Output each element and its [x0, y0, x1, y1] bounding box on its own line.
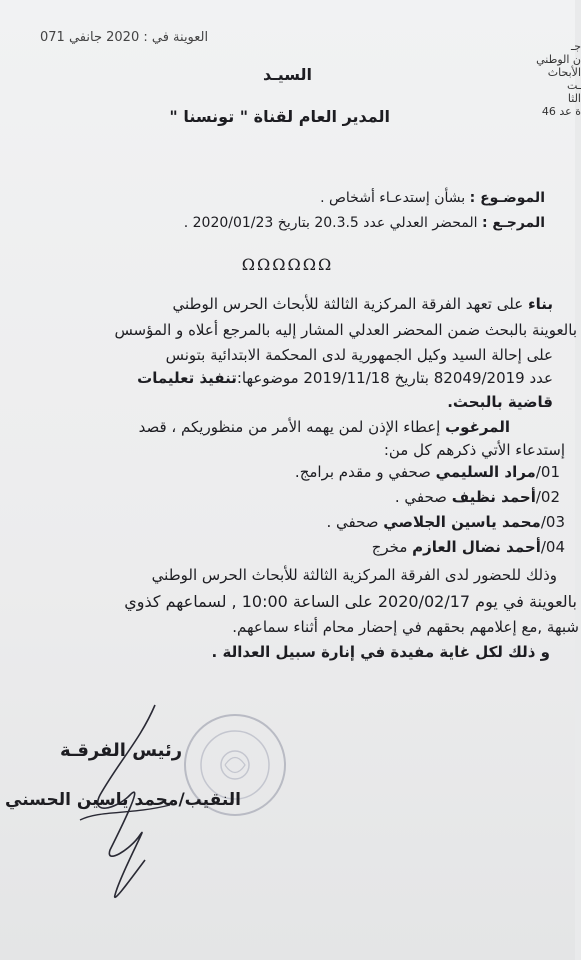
reference-text: المحضر العدلي عدد 20.3.5 بتاريخ 2020/01/23 . — [183, 215, 478, 231]
body-text: إعطاء الإذن لمن يهمه الأمر من منظوريكم ، قصد — [138, 418, 446, 436]
person-item — [326, 513, 565, 531]
letterhead-line: الأبحاث — [547, 66, 581, 79]
closing-line-3: شبهة ,مع إعلامهم بحقهم في إحضار محام أثناء سماعهم. — [232, 618, 579, 636]
reference-label: المرجـع : — [481, 215, 545, 231]
body-bold-text: تنفيذ تعليمات — [137, 369, 237, 387]
letterhead-line: ة عد 46 — [541, 105, 581, 118]
signature-name: النقيب/محمد ياسين الحسني — [5, 790, 241, 810]
person-role: صحفي . — [394, 488, 452, 506]
body-text: على تعهد الفرقة المركزية الثالثة للأبحاث الحرس الوطني — [172, 295, 528, 313]
person-number: 03/ — [540, 513, 565, 531]
separator: ΩΩΩΩΩΩ — [241, 255, 334, 274]
body-text: عدد 82049/2019 بتاريخ 2019/11/18 موضوعها: — [236, 369, 553, 387]
body-line-4 — [137, 366, 553, 390]
person-role: مخرج — [371, 538, 413, 556]
closing-line-4: و ذلك لكل غاية مفيدة في إنارة سبيل العدالة . — [211, 643, 550, 661]
person-name: مراد السليمي — [435, 463, 536, 481]
letterhead-line: جـ — [570, 40, 581, 53]
body-line-1 — [173, 292, 553, 316]
reference-line — [184, 215, 545, 231]
body-bold-word: بناء — [527, 295, 553, 313]
body-line-5 — [447, 390, 553, 414]
person-number: 01/ — [535, 463, 560, 481]
date-line: العوينة في : 2020 جانفي 071 — [40, 30, 209, 45]
body-line-6 — [139, 415, 510, 439]
person-item — [372, 538, 565, 556]
person-name: أحمد نظيف — [451, 488, 536, 506]
subject-label: الموضـوع : — [469, 190, 545, 206]
addressee-name: المدير العام لقناة " تونسنا " — [169, 107, 390, 126]
person-role: صحفي . — [326, 513, 384, 531]
letterhead-line: الثا — [567, 92, 581, 105]
person-number: 04/ — [540, 538, 565, 556]
letterhead-line: ن الوطني — [536, 53, 581, 66]
letterhead-line: ـت — [566, 79, 581, 92]
closing-line-2: بالعوينة في يوم 2020/02/17 على الساعة 10:00 , لسماعهم كذوي — [124, 592, 577, 611]
body-line-3: على إحالة السيد وكيل الجمهورية لدى المحكمة الابتدائية بتونس — [165, 346, 553, 364]
body-bold-word: المرغوب — [445, 418, 510, 436]
body-bold-text: قاضية بالبحث. — [447, 393, 553, 411]
person-role: صحفي و مقدم برامج. — [294, 463, 436, 481]
person-name: أحمد نضال العازم — [412, 538, 541, 556]
person-item — [395, 488, 560, 506]
closing-line-1: وذلك للحضور لدى الفرقة المركزية الثالثة للأبحاث الحرس الوطني — [151, 566, 557, 584]
body-line-7: إستدعاء الأتي ذكرهم كل من: — [383, 441, 565, 459]
person-item — [295, 463, 560, 481]
addressee-title: السيـد — [262, 65, 312, 84]
signature-title: رئيس الفرقـة — [60, 740, 183, 761]
person-number: 02/ — [535, 488, 560, 506]
subject-line — [320, 190, 545, 206]
body-line-2: بالعوينة بالبحث ضمن المحضر العدلي المشار إليه بالمرجع أعلاه و المؤسس — [114, 321, 577, 339]
subject-text: بشأن إستدعـاء أشخاص . — [320, 190, 466, 206]
person-name: محمد ياسين الجلاصي — [383, 513, 541, 531]
